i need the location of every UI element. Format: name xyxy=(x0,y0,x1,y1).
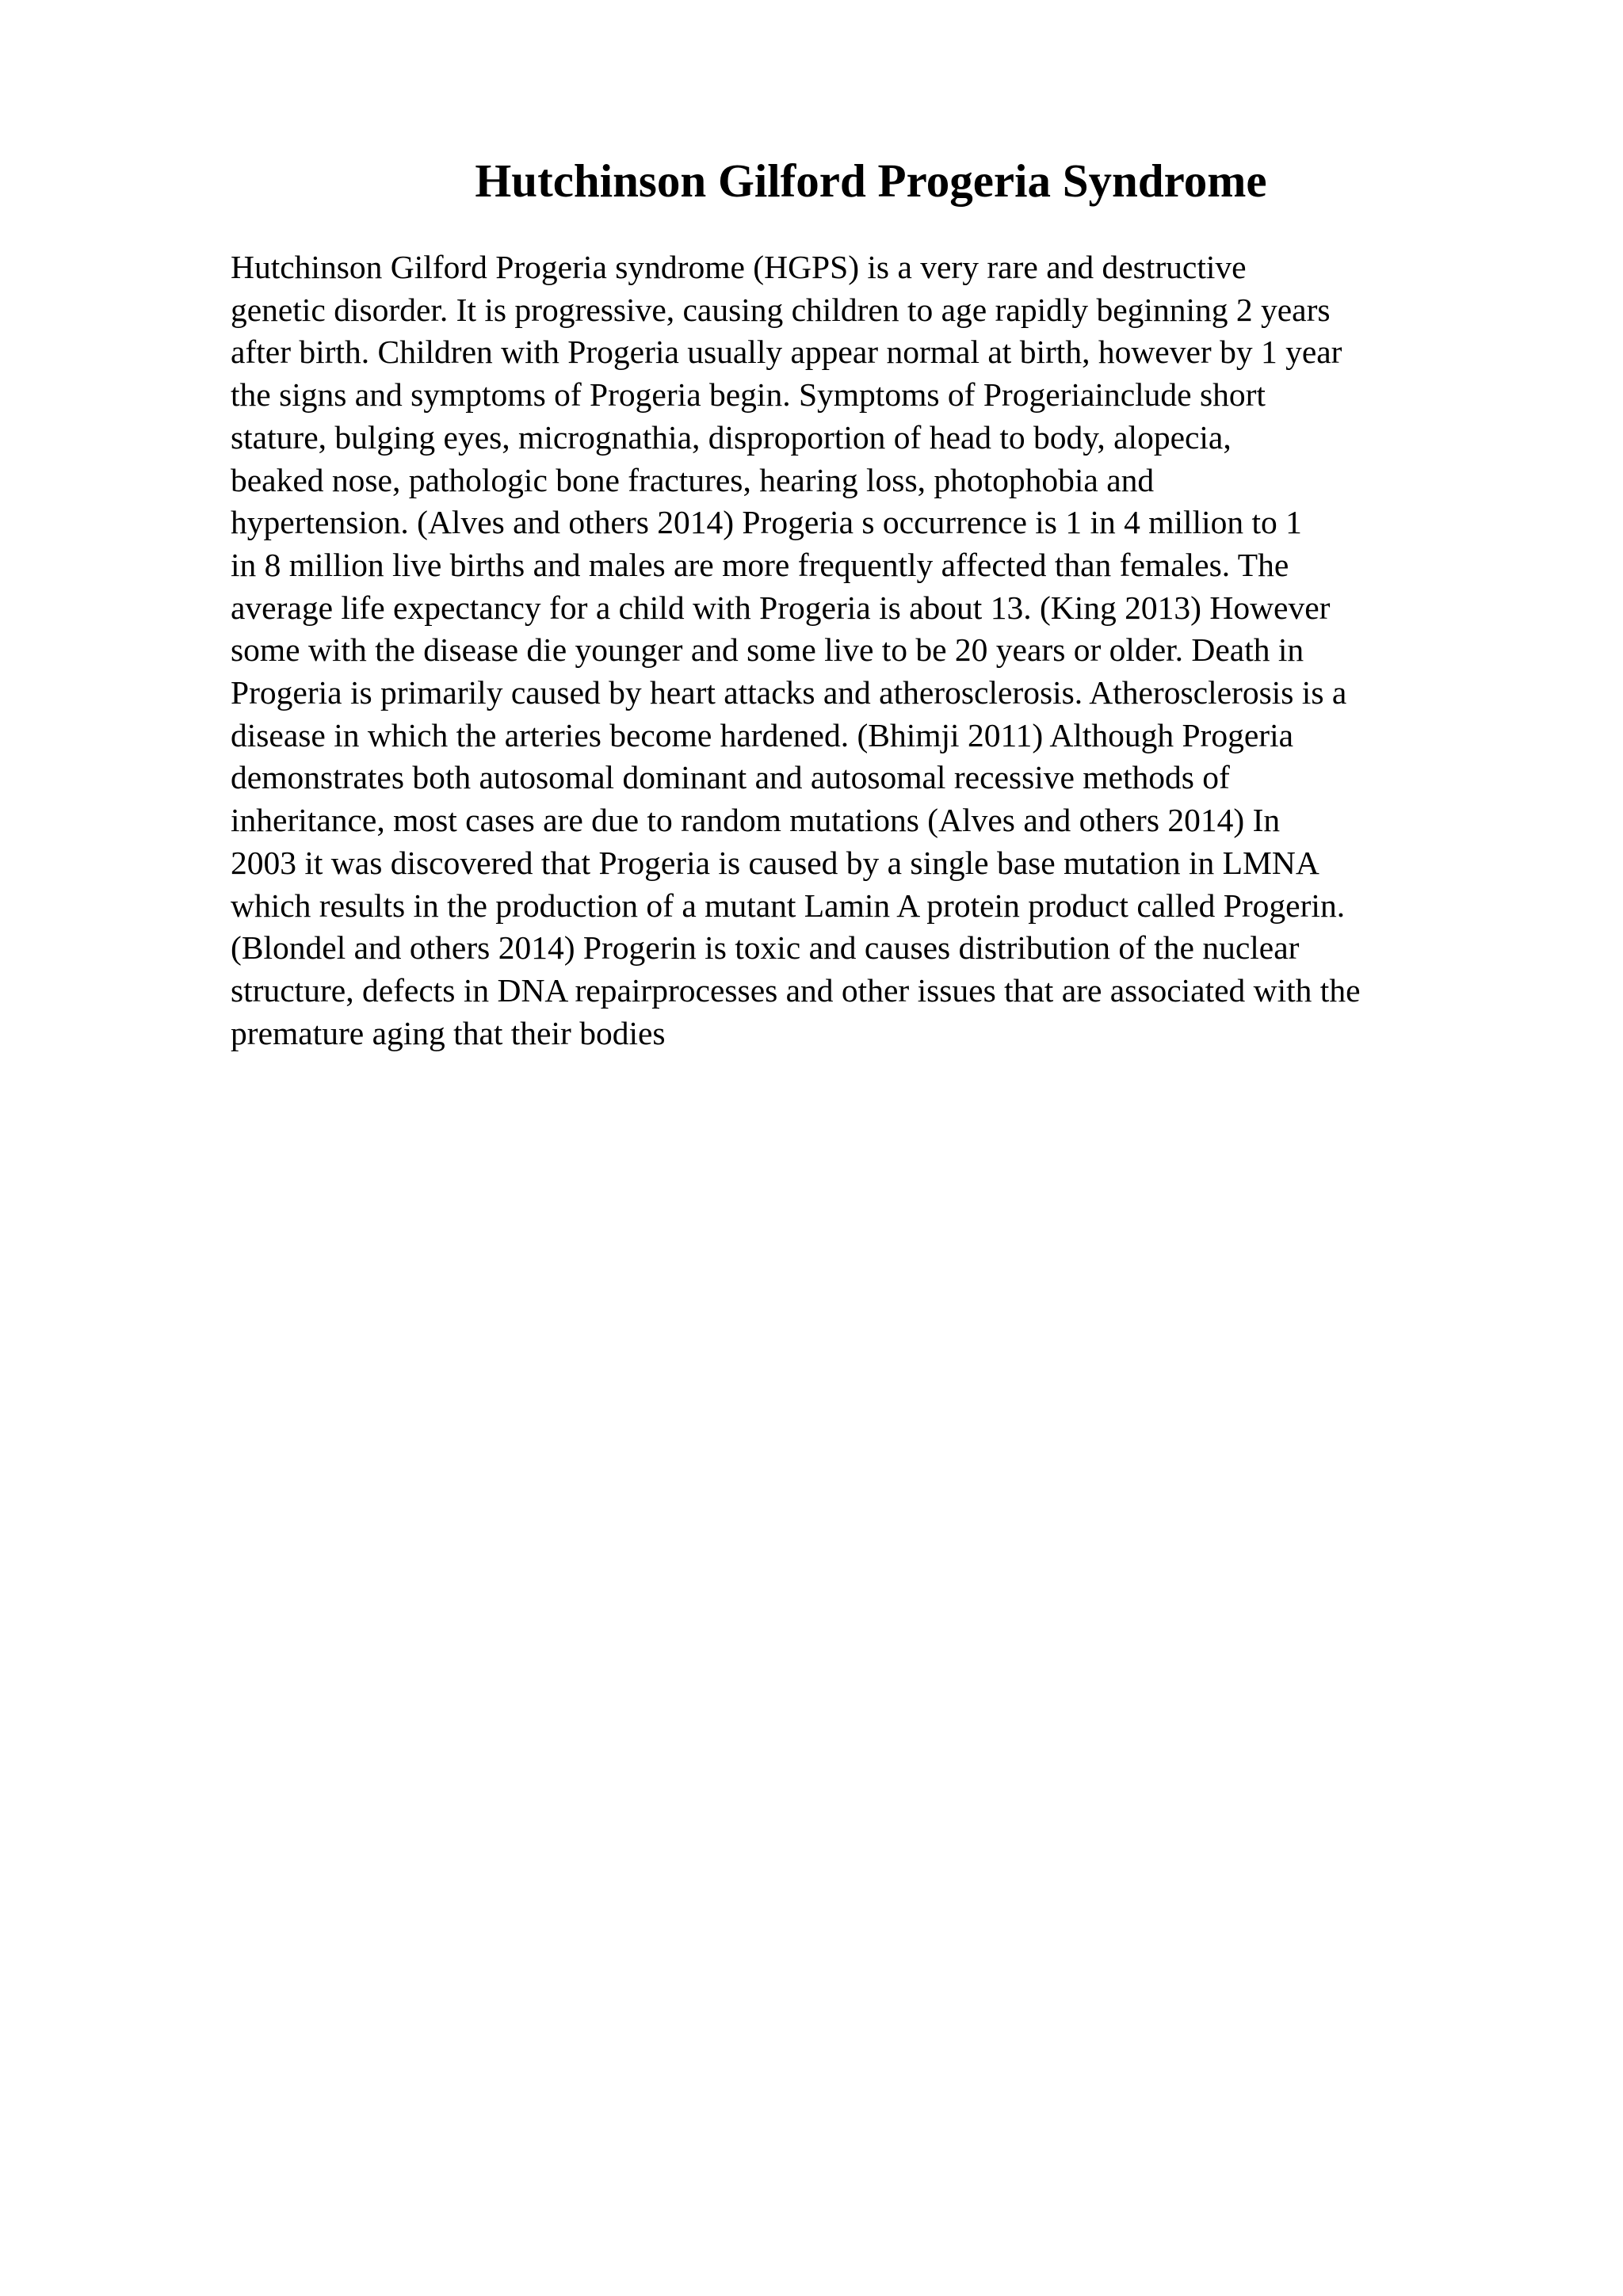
body-line: demonstrates both autosomal dominant and autosomal recessive methods of xyxy=(231,759,1230,796)
body-line: (Blondel and others 2014) Progerin is toxic and causes distribution of the nuclear xyxy=(231,929,1300,967)
body-line: in 8 million live births and males are more frequently affected than females. The xyxy=(231,546,1289,583)
body-line: hypertension. (Alves and others 2014) Progeria s occurrence is 1 in 4 million to 1 xyxy=(231,504,1302,541)
document-title: Hutchinson Gilford Progeria Syndrome xyxy=(475,154,1267,207)
body-line: Hutchinson Gilford Progeria syndrome (HGPS) is a very rare and destructive xyxy=(231,249,1247,285)
body-line: which results in the production of a mutant Lamin A protein product called Progerin. xyxy=(231,887,1346,924)
body-line: beaked nose, pathologic bone fractures, hearing loss, photophobia and xyxy=(231,461,1155,498)
body-line: structure, defects in DNA repairprocesses and other issues that are associated with the xyxy=(231,971,1361,1009)
body-line: some with the disease die younger and some live to be 20 years or older. Death in xyxy=(231,631,1304,669)
body-line: inheritance, most cases are due to random mutations (Alves and others 2014) In xyxy=(231,802,1281,839)
body-line: after birth. Children with Progeria usually appear normal at birth, however by 1 year xyxy=(231,334,1342,371)
document-body xyxy=(231,246,1530,1055)
body-line: genetic disorder. It is progressive, causing children to age rapidly beginning 2 years xyxy=(231,291,1331,328)
body-line: average life expectancy for a child with Progeria is about 13. (King 2013) However xyxy=(231,589,1331,626)
body-line: stature, bulging eyes, micrognathia, disproportion of head to body, alopecia, xyxy=(231,418,1232,456)
body-line: the signs and symptoms of Progeria begin. Symptoms of Progeriainclude short xyxy=(231,376,1266,414)
body-line: 2003 it was discovered that Progeria is caused by a single base mutation in LMNA xyxy=(231,844,1319,881)
body-line: disease in which the arteries become hardened. (Bhimji 2011) Although Progeria xyxy=(231,716,1294,753)
body-line: premature aging that their bodies xyxy=(231,1014,666,1051)
body-line: Progeria is primarily caused by heart attacks and atherosclerosis. Atherosclerosis is a xyxy=(231,674,1347,711)
